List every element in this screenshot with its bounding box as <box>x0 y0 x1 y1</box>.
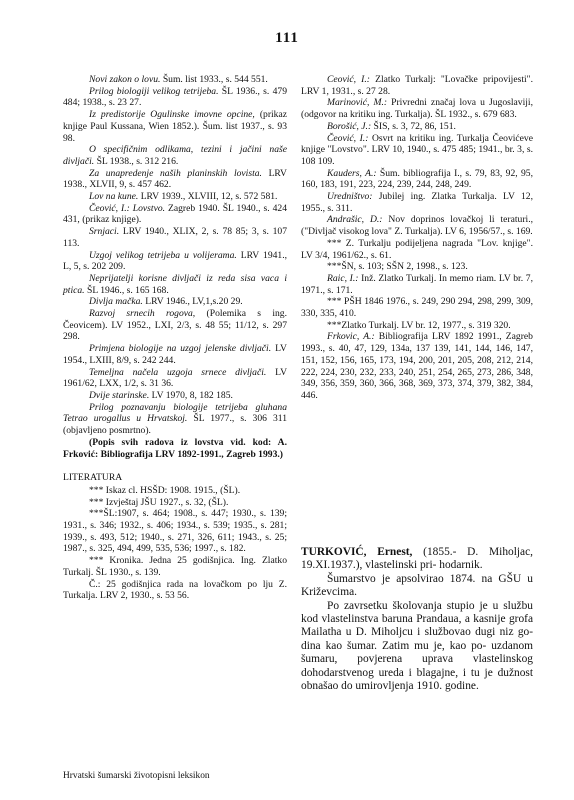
work-entry: Novi zakon o lovu. Šum. list 1933., s. 544 551. <box>89 74 268 85</box>
work-entry: Razvoj srnecih rogova, (Polemika s ing. Čeovicem). LV 1952., LXI, 2/3, s. 48 55; 11/12, s. 297 298. <box>63 308 287 343</box>
work-entry: Čeović, I.: Lovstvo. Zagreb 1940. ŠL 1940., s. 424 431, (prikaz knjige). <box>63 202 287 226</box>
reference-entry: Uredništvo: Jubilej ing. Zlatka Turkalja. LV 12, 1955., s. 311. <box>301 191 533 214</box>
literature-list <box>63 485 287 602</box>
work-entry: Neprijatelji korisne divljači iz reda sisa vaca i ptica. ŠL 1946., s. 165 168. <box>63 272 287 296</box>
work-entry: Prilog poznavanju biologije tetrijeba gluhana Tetrao urogallus u Hrvatskoj. ŠL 1977., s. 306 311 (objavljeno posmrtno). <box>63 401 288 437</box>
literature-entry: Č.: 25 godišnjica rada na lovačkom po lju Z. Turkalja. LRV 2, 1930., s. 53 56. <box>63 578 287 602</box>
references-list <box>301 74 533 402</box>
biography-paragraph: Šumarstvo je apsolvirao 1874. na GŠU u Križevcima. <box>301 572 533 599</box>
works-list <box>63 74 287 437</box>
reference-entry: Čeović, I.: Osvrt na kritiku ing. Turkalja Čeovićeve knjige "Lovstvo". LRV 10, 1940., s. 475 485; 1941., br. 3, s. 108 109. <box>301 132 533 167</box>
biography-entry <box>301 546 533 693</box>
literature-entry: *** Iskaz cl. HSŠD: 1908. 1915., (ŠL). <box>89 484 241 496</box>
work-entry: Divlja mačka. LRV 1946., LV,1,s.20 29. <box>89 296 243 308</box>
reference-entry: Borošić, J.: ŠIS, s. 3, 72, 86, 151. <box>327 120 456 132</box>
reference-entry: Frkovic, A.: Bibliografija LRV 1892 1991., Zagreb 1993., s. 40, 47, 129, 134a, 137 139, 141, 144, 146, 147, 151, 152, 156, 165, 173, 194, 200, 201, 205, 208, 212, 214, 222, 224, 230, 232, 233, 240, 251, 254, 265, 273, 286, 348, 349, 356, 359, 360, 366, 368, 369, 373, 374, 379, 382, 384, 446. <box>301 331 533 401</box>
reference-entry: Andrašic, D.: Nov doprinos lovačkoj li teraturi., ("Divljač visokog lova" Z. Turkalja). LV 6, 1956/57., s. 169. <box>301 214 533 238</box>
bibliography-note: (Popis svih radova iz lovstva vid. kod: A. Frković: Bibliografija LRV 1892-1991., Zagreb 1993.) <box>63 436 287 460</box>
work-entry: O specifičnim odlikama, tezini i jačini naše divljači. ŠL 1938., s. 312 216. <box>63 144 287 167</box>
biography-paragraph: Po zavrsetku školovanja stupio je u službu kod vlastelinstva baruna Prandaua, a kasnije grofa Mailatha u D. Miholjcu i službovao dugi niz go- dina kao šumar. Zatim mu je, kao po- uzdanom šumaru, povjerena uprava vlastelinskog dohodarstvenog ureda i blagajne, i tu je dužnost obnašao do umirovljenja 1910. godine. <box>301 599 533 693</box>
page-number: 111 <box>275 30 299 46</box>
reference-entry: *** PŠH 1846 1976., s. 249, 290 294, 298, 299, 309, 330, 335, 410. <box>301 296 533 320</box>
biography-dates: (1855.- D. Miholjac, 19.XI.1937.), vlastelinski pri- hodarnik. <box>301 546 533 572</box>
literature-entry: *** Izvještaj JŠU 1927., s. 32, (ŠL). <box>89 496 229 508</box>
work-entry: Za unapredenje naših planinskih lovista. LRV 1938., XLVII, 9, s. 457 462. <box>63 167 287 191</box>
work-entry: Dvije starinske. LV 1970, 8, 182 185. <box>89 389 233 401</box>
work-entry: Prilog biologiji velikog tetrijeba. ŠL 1936., s. 479 484; 1938., s. 23 27. <box>63 85 287 109</box>
literature-entry: ***ŠL:1907, s. 464; 1908., s. 447; 1930., s. 139; 1931., s. 346; 1932., s. 406; 1934., s. 539; 1935., s. 281; 1939., s. 493, 512; 1940., s. 271, 326, 611; 1943., s. 25; 1987., s. 325, 494, 499, 535, 536; 1997., s. 182. <box>63 508 287 555</box>
reference-entry: Marinović, M.: Privredni značaj lova u Jugoslaviji, (odgovor na kritiku ing. Turkalja). ŠL 1932., s. 679 683. <box>301 97 533 121</box>
work-entry: Primjena biologije na uzgoj jelenske divljači. LV 1954., LXIII, 8/9, s. 242 244. <box>63 343 287 366</box>
literatura-heading: LITERATURA <box>63 472 123 484</box>
work-entry: Srnjaci. LRV 1940., XLIX, 2, s. 78 85; 3, s. 107 113. <box>63 226 287 249</box>
work-entry: Iz predistorije Ogulinske imovne opcine, (prikaz knjige Paul Kussana, Wien 1852.). Šum. list 1937., s. 93 98. <box>63 109 287 144</box>
biography-header <box>301 546 533 573</box>
footer: Hrvatski šumarski životopisni leksikon <box>63 771 210 781</box>
reference-entry: Ceović, I.: Zlatko Turkalj: "Lovačke pripovijesti". LRV 1, 1931., s. 27 28. <box>301 74 533 97</box>
work-entry: Temeljna načela uzgoja srnece divljači. LV 1961/62, LXX, 1/2, s. 31 36. <box>63 366 287 390</box>
reference-entry: Kauders, A.: Šum. bibliografija I., s. 79, 83, 92, 95, 160, 183, 191, 223, 224, 239, 244, 248, 249. <box>301 167 533 191</box>
reference-entry: Raic, I.: Inž. Zlatko Turkalj. In memo riam. LV br. 7, 1971., s. 171. <box>301 272 533 296</box>
biography-name: TURKOVIĆ, Ernest, <box>301 546 413 558</box>
work-entry: Lov na kune. LRV 1939., XLVIII, 12, s. 572 581. <box>89 191 278 203</box>
reference-entry: *** Z. Turkalju podijeljena nagrada "Lov. knjige". LV 3/4, 1961/62., s. 61. <box>301 237 533 261</box>
right-column <box>301 74 533 402</box>
reference-entry: ***Zlatko Turkalj. LV br. 12, 1977., s. 319 320. <box>327 319 511 331</box>
literature-entry: *** Kronika. Jedna 25 godišnjica. Ing. Zlatko Turkalj. ŠL 1930., s. 139. <box>63 555 287 578</box>
left-column <box>63 74 287 602</box>
work-entry: Uzgoj velikog tetrijeba u volijerama. LRV 1941., L, 5, s. 202 209. <box>63 249 288 273</box>
reference-entry: ***ŠN, s. 103; SŠN 2, 1998., s. 123. <box>327 261 468 273</box>
